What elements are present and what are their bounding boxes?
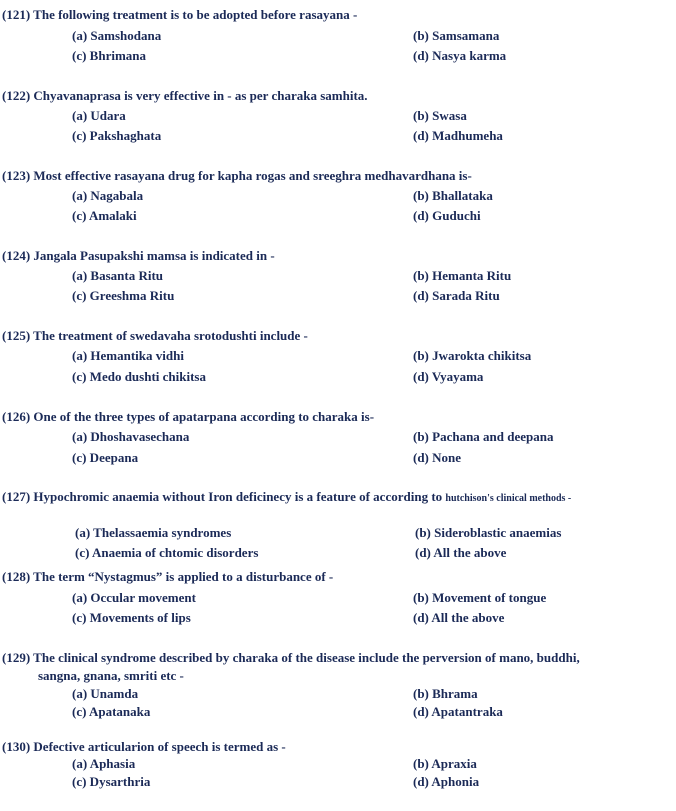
question-stem-line2: sangna, gnana, smriti etc -	[38, 668, 184, 683]
option-b[interactable]: (b) Pachana and deepana	[413, 429, 554, 444]
option-d[interactable]: (d) None	[413, 450, 462, 465]
question-stem	[2, 489, 571, 505]
option-a[interactable]: (a) Hemantika vidhi	[72, 348, 184, 363]
option-c[interactable]: (c) Pakshaghata	[72, 128, 162, 143]
option-a[interactable]: (a) Thelassaemia syndromes	[75, 525, 232, 540]
option-a[interactable]: (a) Samshodana	[72, 28, 162, 43]
option-b[interactable]: (b) Hemanta Ritu	[413, 268, 512, 283]
question-stem: (124) Jangala Pasupakshi mamsa is indicated in -	[2, 248, 275, 263]
option-c[interactable]: (c) Deepana	[72, 450, 139, 465]
option-c[interactable]: (c) Greeshma Ritu	[72, 288, 175, 303]
option-a[interactable]: (a) Dhoshavasechana	[72, 429, 190, 444]
option-b[interactable]: (b) Sideroblastic anaemias	[415, 525, 562, 540]
option-c[interactable]: (c) Dysarthria	[72, 774, 151, 789]
option-b[interactable]: (b) Swasa	[413, 108, 467, 123]
option-d[interactable]: (d) All the above	[415, 545, 507, 560]
option-d[interactable]: (d) Vyayama	[413, 369, 484, 384]
option-d[interactable]: (d) Sarada Ritu	[413, 288, 500, 303]
question-stem: (125) The treatment of swedavaha srotodushti include -	[2, 328, 308, 343]
option-d[interactable]: (d) Aphonia	[413, 774, 480, 789]
question-stem: (129) The clinical syndrome described by charaka of the disease include the perversion of mano, buddhi,	[2, 650, 580, 665]
option-b[interactable]: (b) Bhallataka	[413, 188, 493, 203]
option-c[interactable]: (c) Medo dushti chikitsa	[72, 369, 206, 384]
option-a[interactable]: (a) Nagabala	[72, 188, 144, 203]
option-d[interactable]: (d) Apatantraka	[413, 704, 503, 719]
option-b[interactable]: (b) Jwarokta chikitsa	[413, 348, 532, 363]
option-a[interactable]: (a) Unamda	[72, 686, 139, 701]
option-b[interactable]: (b) Bhrama	[413, 686, 478, 701]
option-c[interactable]: (c) Amalaki	[72, 208, 137, 223]
option-c[interactable]: (c) Movements of lips	[72, 610, 191, 625]
question-stem: (126) One of the three types of apatarpana according to charaka is-	[2, 409, 375, 424]
option-a[interactable]: (a) Basanta Ritu	[72, 268, 164, 283]
question-stem: (130) Defective articularion of speech is termed as -	[2, 739, 286, 754]
question-stem: (123) Most effective rasayana drug for kapha rogas and sreeghra medhavardhana is-	[2, 168, 472, 183]
option-d[interactable]: (d) Guduchi	[413, 208, 481, 223]
option-a[interactable]: (a) Aphasia	[72, 756, 136, 771]
question-stem: (128) The term “Nystagmus” is applied to a disturbance of -	[2, 569, 334, 584]
option-b[interactable]: (b) Samsamana	[413, 28, 500, 43]
option-c[interactable]: (c) Apatanaka	[72, 704, 151, 719]
option-a[interactable]: (a) Occular movement	[72, 590, 196, 605]
option-d[interactable]: (d) All the above	[413, 610, 505, 625]
question-stem-text: (127) Hypochromic anaemia without Iron deficinecy is a feature of according to	[2, 489, 443, 504]
question-stem: (122) Chyavanaprasa is very effective in - as per charaka samhita.	[2, 88, 368, 103]
question-stem-reference: hutchison's clinical methods -	[445, 493, 572, 504]
option-c[interactable]: (c) Bhrimana	[72, 48, 147, 63]
option-d[interactable]: (d) Madhumeha	[413, 128, 503, 143]
option-b[interactable]: (b) Movement of tongue	[413, 590, 547, 605]
option-d[interactable]: (d) Nasya karma	[413, 48, 507, 63]
option-c[interactable]: (c) Anaemia of chtomic disorders	[75, 545, 259, 560]
option-a[interactable]: (a) Udara	[72, 108, 126, 123]
option-b[interactable]: (b) Apraxia	[413, 756, 477, 771]
question-stem: (121) The following treatment is to be adopted before rasayana -	[2, 7, 358, 22]
